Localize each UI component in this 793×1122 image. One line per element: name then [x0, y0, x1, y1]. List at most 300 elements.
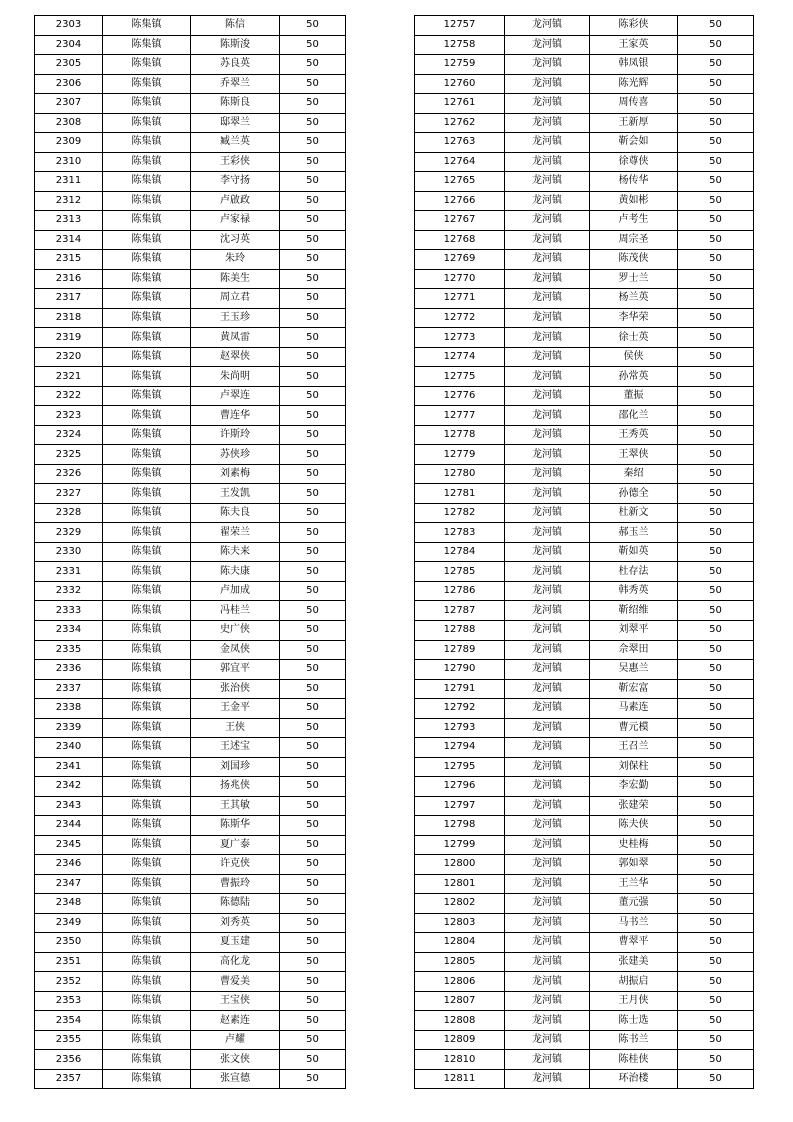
town-cell: 陈集镇	[103, 699, 191, 719]
name-cell: 陈士选	[590, 1011, 678, 1031]
amount-cell: 50	[280, 1069, 346, 1089]
name-cell: 张治侠	[191, 679, 280, 699]
table-row	[415, 55, 754, 75]
serial-number-cell: 12761	[415, 94, 505, 114]
town-cell: 龙河镇	[505, 113, 590, 133]
name-cell: 夏玉建	[191, 933, 280, 953]
table-row	[415, 1011, 754, 1031]
amount-cell: 50	[678, 738, 754, 758]
amount-cell: 50	[678, 699, 754, 719]
town-cell: 龙河镇	[505, 269, 590, 289]
town-cell: 龙河镇	[505, 620, 590, 640]
serial-number-cell: 2352	[35, 972, 103, 992]
serial-number-cell: 2320	[35, 347, 103, 367]
town-cell: 龙河镇	[505, 347, 590, 367]
left-roster-table	[34, 15, 346, 1089]
name-cell: 杨兰英	[590, 289, 678, 309]
name-cell: 靳宏富	[590, 679, 678, 699]
town-cell: 龙河镇	[505, 523, 590, 543]
serial-number-cell: 2347	[35, 874, 103, 894]
table-row	[415, 74, 754, 94]
serial-number-cell: 12811	[415, 1069, 505, 1089]
name-cell: 周立君	[191, 289, 280, 309]
name-cell: 陈茂侠	[590, 250, 678, 270]
name-cell: 赵素连	[191, 1011, 280, 1031]
serial-number-cell: 2324	[35, 425, 103, 445]
serial-number-cell: 2342	[35, 777, 103, 797]
name-cell: 秦绍	[590, 464, 678, 484]
name-cell: 徐尊侠	[590, 152, 678, 172]
table-row	[415, 191, 754, 211]
amount-cell: 50	[280, 738, 346, 758]
serial-number-cell: 12784	[415, 542, 505, 562]
table-row	[35, 191, 346, 211]
amount-cell: 50	[678, 464, 754, 484]
serial-number-cell: 2348	[35, 894, 103, 914]
amount-cell: 50	[678, 1011, 754, 1031]
town-cell: 龙河镇	[505, 835, 590, 855]
town-cell: 陈集镇	[103, 133, 191, 153]
serial-number-cell: 12809	[415, 1030, 505, 1050]
serial-number-cell: 12772	[415, 308, 505, 328]
town-cell: 龙河镇	[505, 386, 590, 406]
table-row	[35, 699, 346, 719]
serial-number-cell: 2307	[35, 94, 103, 114]
table-row	[415, 113, 754, 133]
name-cell: 陈书兰	[590, 1030, 678, 1050]
town-cell: 陈集镇	[103, 679, 191, 699]
serial-number-cell: 2346	[35, 855, 103, 875]
serial-number-cell: 12802	[415, 894, 505, 914]
name-cell: 陈斯良	[191, 94, 280, 114]
amount-cell: 50	[678, 250, 754, 270]
serial-number-cell: 12790	[415, 660, 505, 680]
serial-number-cell: 2349	[35, 913, 103, 933]
town-cell: 陈集镇	[103, 777, 191, 797]
amount-cell: 50	[280, 913, 346, 933]
table-row	[415, 660, 754, 680]
serial-number-cell: 12762	[415, 113, 505, 133]
serial-number-cell: 2304	[35, 35, 103, 55]
amount-cell: 50	[678, 406, 754, 426]
amount-cell: 50	[280, 16, 346, 36]
town-cell: 龙河镇	[505, 191, 590, 211]
serial-number-cell: 2345	[35, 835, 103, 855]
table-row	[415, 1050, 754, 1070]
amount-cell: 50	[280, 972, 346, 992]
town-cell: 龙河镇	[505, 406, 590, 426]
table-row	[35, 816, 346, 836]
town-cell: 龙河镇	[505, 718, 590, 738]
table-row	[35, 972, 346, 992]
amount-cell: 50	[280, 581, 346, 601]
table-row	[35, 620, 346, 640]
serial-number-cell: 2323	[35, 406, 103, 426]
name-cell: 李华荣	[590, 308, 678, 328]
amount-cell: 50	[678, 972, 754, 992]
amount-cell: 50	[280, 933, 346, 953]
name-cell: 靳绍维	[590, 601, 678, 621]
serial-number-cell: 2353	[35, 991, 103, 1011]
name-cell: 王玉珍	[191, 308, 280, 328]
name-cell: 金凤侠	[191, 640, 280, 660]
name-cell: 靳会如	[590, 133, 678, 153]
serial-number-cell: 12791	[415, 679, 505, 699]
amount-cell: 50	[678, 679, 754, 699]
name-cell: 王召兰	[590, 738, 678, 758]
town-cell: 陈集镇	[103, 757, 191, 777]
name-cell: 陈德陆	[191, 894, 280, 914]
town-cell: 龙河镇	[505, 1030, 590, 1050]
amount-cell: 50	[280, 425, 346, 445]
table-row	[415, 94, 754, 114]
name-cell: 王新厚	[590, 113, 678, 133]
amount-cell: 50	[678, 211, 754, 231]
amount-cell: 50	[280, 386, 346, 406]
name-cell: 王月侠	[590, 991, 678, 1011]
right-roster-table	[414, 15, 754, 1089]
name-cell: 王秀英	[590, 425, 678, 445]
name-cell: 张建美	[590, 952, 678, 972]
serial-number-cell: 12793	[415, 718, 505, 738]
name-cell: 史桂梅	[590, 835, 678, 855]
amount-cell: 50	[280, 503, 346, 523]
amount-cell: 50	[280, 640, 346, 660]
town-cell: 陈集镇	[103, 1011, 191, 1031]
table-row	[415, 894, 754, 914]
town-cell: 陈集镇	[103, 601, 191, 621]
serial-number-cell: 12785	[415, 562, 505, 582]
table-row	[415, 699, 754, 719]
name-cell: 马素连	[590, 699, 678, 719]
name-cell: 陈彩侠	[590, 16, 678, 36]
table-row	[35, 855, 346, 875]
serial-number-cell: 12806	[415, 972, 505, 992]
table-row	[415, 464, 754, 484]
amount-cell: 50	[280, 113, 346, 133]
amount-cell: 50	[678, 74, 754, 94]
serial-number-cell: 2319	[35, 328, 103, 348]
serial-number-cell: 12780	[415, 464, 505, 484]
table-row	[415, 1030, 754, 1050]
table-row	[415, 523, 754, 543]
serial-number-cell: 12775	[415, 367, 505, 387]
serial-number-cell: 2340	[35, 738, 103, 758]
table-row	[35, 172, 346, 192]
town-cell: 陈集镇	[103, 425, 191, 445]
amount-cell: 50	[678, 328, 754, 348]
serial-number-cell: 2357	[35, 1069, 103, 1089]
name-cell: 佘翠田	[590, 640, 678, 660]
table-row	[415, 211, 754, 231]
amount-cell: 50	[678, 796, 754, 816]
town-cell: 陈集镇	[103, 308, 191, 328]
serial-number-cell: 12797	[415, 796, 505, 816]
table-row	[35, 230, 346, 250]
town-cell: 龙河镇	[505, 757, 590, 777]
town-cell: 龙河镇	[505, 328, 590, 348]
amount-cell: 50	[678, 16, 754, 36]
amount-cell: 50	[280, 55, 346, 75]
serial-number-cell: 12792	[415, 699, 505, 719]
amount-cell: 50	[678, 269, 754, 289]
table-row	[415, 718, 754, 738]
table-row	[415, 172, 754, 192]
table-row	[35, 660, 346, 680]
table-row	[35, 679, 346, 699]
name-cell: 乔翠兰	[191, 74, 280, 94]
table-row	[415, 874, 754, 894]
table-row	[415, 347, 754, 367]
name-cell: 卢啟政	[191, 191, 280, 211]
amount-cell: 50	[678, 191, 754, 211]
name-cell: 韩秀英	[590, 581, 678, 601]
town-cell: 陈集镇	[103, 952, 191, 972]
town-cell: 陈集镇	[103, 94, 191, 114]
town-cell: 陈集镇	[103, 191, 191, 211]
table-row	[415, 738, 754, 758]
serial-number-cell: 2321	[35, 367, 103, 387]
amount-cell: 50	[280, 230, 346, 250]
name-cell: 王翠侠	[590, 445, 678, 465]
serial-number-cell: 12758	[415, 35, 505, 55]
amount-cell: 50	[678, 601, 754, 621]
name-cell: 翟荣兰	[191, 523, 280, 543]
town-cell: 陈集镇	[103, 211, 191, 231]
name-cell: 吴惠兰	[590, 660, 678, 680]
name-cell: 曹元模	[590, 718, 678, 738]
name-cell: 杨传华	[590, 172, 678, 192]
table-row	[35, 796, 346, 816]
table-row	[415, 386, 754, 406]
town-cell: 陈集镇	[103, 386, 191, 406]
serial-number-cell: 2317	[35, 289, 103, 309]
table-row	[415, 406, 754, 426]
amount-cell: 50	[280, 542, 346, 562]
table-row	[35, 874, 346, 894]
table-row	[415, 269, 754, 289]
amount-cell: 50	[678, 523, 754, 543]
amount-cell: 50	[678, 660, 754, 680]
table-row	[415, 328, 754, 348]
town-cell: 龙河镇	[505, 679, 590, 699]
name-cell: 王述宝	[191, 738, 280, 758]
town-cell: 龙河镇	[505, 35, 590, 55]
name-cell: 苏侠珍	[191, 445, 280, 465]
name-cell: 郭如翠	[590, 855, 678, 875]
name-cell: 马书兰	[590, 913, 678, 933]
table-row	[415, 425, 754, 445]
table-row	[35, 464, 346, 484]
table-row	[35, 757, 346, 777]
name-cell: 陈夫康	[191, 562, 280, 582]
name-cell: 卢考生	[590, 211, 678, 231]
serial-number-cell: 12774	[415, 347, 505, 367]
serial-number-cell: 2308	[35, 113, 103, 133]
serial-number-cell: 2356	[35, 1050, 103, 1070]
table-row	[35, 269, 346, 289]
amount-cell: 50	[280, 211, 346, 231]
town-cell: 龙河镇	[505, 562, 590, 582]
town-cell: 陈集镇	[103, 1069, 191, 1089]
amount-cell: 50	[678, 874, 754, 894]
serial-number-cell: 2332	[35, 581, 103, 601]
name-cell: 苏良英	[191, 55, 280, 75]
town-cell: 龙河镇	[505, 933, 590, 953]
serial-number-cell: 12781	[415, 484, 505, 504]
amount-cell: 50	[280, 777, 346, 797]
table-row	[415, 835, 754, 855]
table-row	[35, 386, 346, 406]
table-row	[415, 308, 754, 328]
serial-number-cell: 12763	[415, 133, 505, 153]
town-cell: 陈集镇	[103, 991, 191, 1011]
serial-number-cell: 2341	[35, 757, 103, 777]
town-cell: 龙河镇	[505, 425, 590, 445]
amount-cell: 50	[678, 581, 754, 601]
table-row	[35, 328, 346, 348]
serial-number-cell: 2330	[35, 542, 103, 562]
town-cell: 陈集镇	[103, 816, 191, 836]
name-cell: 扬兆侠	[191, 777, 280, 797]
amount-cell: 50	[280, 660, 346, 680]
serial-number-cell: 2344	[35, 816, 103, 836]
table-row	[35, 933, 346, 953]
name-cell: 刘翠平	[590, 620, 678, 640]
town-cell: 陈集镇	[103, 230, 191, 250]
name-cell: 黄凤雷	[191, 328, 280, 348]
town-cell: 陈集镇	[103, 660, 191, 680]
name-cell: 沈习英	[191, 230, 280, 250]
amount-cell: 50	[678, 757, 754, 777]
town-cell: 陈集镇	[103, 581, 191, 601]
name-cell: 卢耀	[191, 1030, 280, 1050]
table-row	[35, 133, 346, 153]
town-cell: 龙河镇	[505, 699, 590, 719]
name-cell: 孙德全	[590, 484, 678, 504]
table-row	[35, 211, 346, 231]
table-row	[35, 367, 346, 387]
amount-cell: 50	[280, 191, 346, 211]
amount-cell: 50	[678, 933, 754, 953]
name-cell: 张文侠	[191, 1050, 280, 1070]
town-cell: 陈集镇	[103, 367, 191, 387]
amount-cell: 50	[678, 55, 754, 75]
amount-cell: 50	[678, 289, 754, 309]
town-cell: 陈集镇	[103, 1050, 191, 1070]
name-cell: 邵化兰	[590, 406, 678, 426]
name-cell: 董元强	[590, 894, 678, 914]
amount-cell: 50	[280, 1050, 346, 1070]
amount-cell: 50	[280, 289, 346, 309]
amount-cell: 50	[678, 1050, 754, 1070]
serial-number-cell: 2325	[35, 445, 103, 465]
amount-cell: 50	[280, 74, 346, 94]
town-cell: 陈集镇	[103, 250, 191, 270]
name-cell: 朱尚明	[191, 367, 280, 387]
amount-cell: 50	[678, 562, 754, 582]
town-cell: 龙河镇	[505, 1069, 590, 1089]
serial-number-cell: 2336	[35, 660, 103, 680]
amount-cell: 50	[280, 1011, 346, 1031]
table-row	[35, 445, 346, 465]
serial-number-cell: 12760	[415, 74, 505, 94]
town-cell: 龙河镇	[505, 55, 590, 75]
town-cell: 陈集镇	[103, 152, 191, 172]
table-row	[415, 855, 754, 875]
serial-number-cell: 2316	[35, 269, 103, 289]
town-cell: 陈集镇	[103, 445, 191, 465]
table-row	[35, 952, 346, 972]
name-cell: 孙常英	[590, 367, 678, 387]
town-cell: 龙河镇	[505, 484, 590, 504]
serial-number-cell: 12810	[415, 1050, 505, 1070]
serial-number-cell: 12779	[415, 445, 505, 465]
table-row	[35, 913, 346, 933]
town-cell: 陈集镇	[103, 738, 191, 758]
name-cell: 靳如英	[590, 542, 678, 562]
name-cell: 陈美生	[191, 269, 280, 289]
table-row	[415, 230, 754, 250]
name-cell: 曹连华	[191, 406, 280, 426]
table-row	[35, 406, 346, 426]
town-cell: 陈集镇	[103, 894, 191, 914]
amount-cell: 50	[678, 172, 754, 192]
serial-number-cell: 12777	[415, 406, 505, 426]
name-cell: 臧兰英	[191, 133, 280, 153]
town-cell: 龙河镇	[505, 289, 590, 309]
amount-cell: 50	[280, 601, 346, 621]
amount-cell: 50	[678, 718, 754, 738]
serial-number-cell: 12804	[415, 933, 505, 953]
table-row	[415, 991, 754, 1011]
serial-number-cell: 12788	[415, 620, 505, 640]
town-cell: 龙河镇	[505, 445, 590, 465]
serial-number-cell: 12796	[415, 777, 505, 797]
table-row	[415, 601, 754, 621]
amount-cell: 50	[280, 816, 346, 836]
amount-cell: 50	[280, 94, 346, 114]
town-cell: 陈集镇	[103, 172, 191, 192]
name-cell: 黄如彬	[590, 191, 678, 211]
town-cell: 陈集镇	[103, 640, 191, 660]
town-cell: 陈集镇	[103, 542, 191, 562]
name-cell: 杜存法	[590, 562, 678, 582]
name-cell: 卢加成	[191, 581, 280, 601]
amount-cell: 50	[280, 562, 346, 582]
name-cell: 周传喜	[590, 94, 678, 114]
serial-number-cell: 2338	[35, 699, 103, 719]
name-cell: 曹振玲	[191, 874, 280, 894]
name-cell: 王兰华	[590, 874, 678, 894]
serial-number-cell: 2337	[35, 679, 103, 699]
town-cell: 陈集镇	[103, 796, 191, 816]
name-cell: 王其敏	[191, 796, 280, 816]
serial-number-cell: 12765	[415, 172, 505, 192]
name-cell: 王侠	[191, 718, 280, 738]
serial-number-cell: 2312	[35, 191, 103, 211]
town-cell: 陈集镇	[103, 933, 191, 953]
amount-cell: 50	[678, 835, 754, 855]
town-cell: 龙河镇	[505, 308, 590, 328]
town-cell: 陈集镇	[103, 113, 191, 133]
table-row	[415, 796, 754, 816]
name-cell: 曹爱美	[191, 972, 280, 992]
town-cell: 龙河镇	[505, 952, 590, 972]
name-cell: 王彩侠	[191, 152, 280, 172]
town-cell: 陈集镇	[103, 269, 191, 289]
amount-cell: 50	[280, 406, 346, 426]
